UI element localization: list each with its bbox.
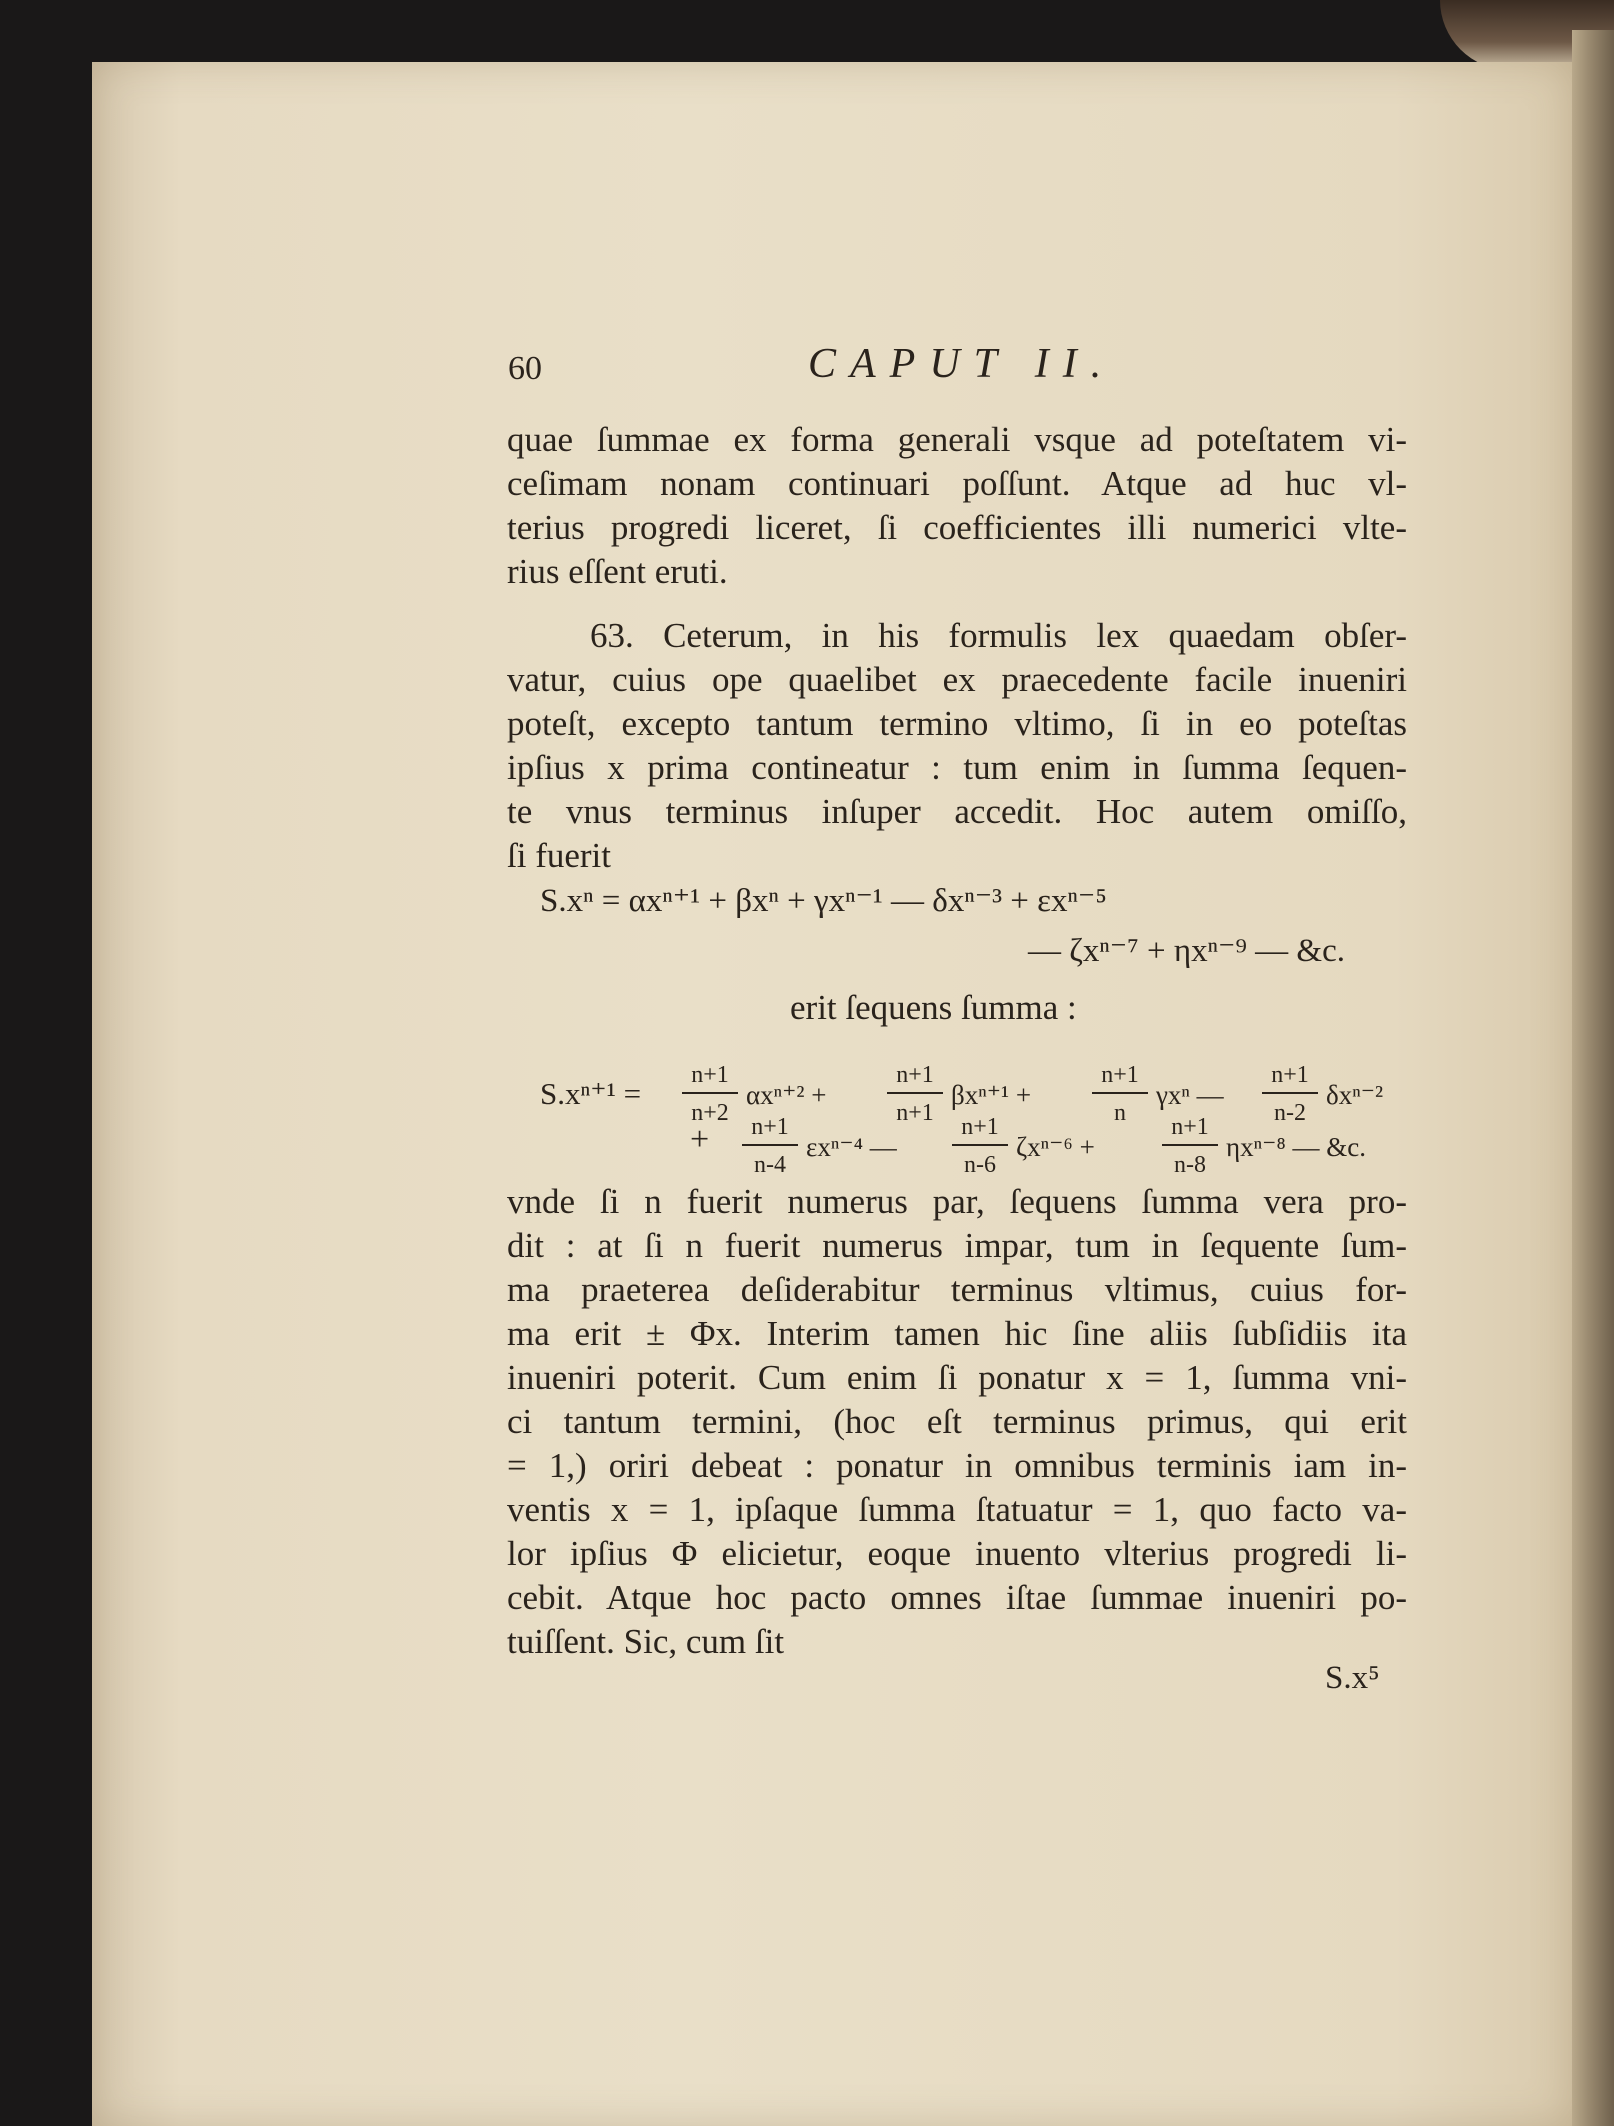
text-line: erit ſequens ſumma :	[790, 988, 1077, 1027]
chapter-title: CAPUT II.	[808, 341, 1116, 387]
text-line: rius eſſent eruti.	[507, 552, 728, 591]
text-line: tuiſſent. Sic, cum ſit	[507, 1622, 785, 1661]
text-line: vnde ſi n fuerit numerus par, ſequens ſumma vera pro-	[507, 1182, 1407, 1221]
term-tail: αxⁿ⁺² +	[746, 1080, 827, 1110]
text-line: ma praeterea deſiderabitur terminus vltimus, cuius for-	[507, 1270, 1407, 1309]
text-line: ipſius x prima contineatur : tum enim in ſumma ſequen-	[507, 748, 1407, 787]
fraction-denominator: n-2	[1274, 1100, 1306, 1126]
text-line: ci tantum termini, (hoc eſt terminus primus, qui erit	[507, 1402, 1407, 1441]
text-line: ma erit ± Φx. Interim tamen hic ſine aliis ſubſidiis ita	[507, 1314, 1407, 1353]
text-line: ſi fuerit	[507, 836, 611, 875]
fraction-denominator: n-4	[754, 1152, 786, 1178]
formula-line: S.xⁿ = αxⁿ⁺¹ + βxⁿ + γxⁿ⁻¹ — δxⁿ⁻³ + εxⁿ⁻⁵	[540, 883, 1107, 919]
fraction-numerator: n+1	[691, 1062, 729, 1088]
formula-lead: +	[690, 1121, 710, 1158]
fraction-denominator: n	[1114, 1100, 1126, 1126]
formula-lead: S.xⁿ⁺¹ =	[540, 1076, 642, 1111]
fraction-denominator: n-8	[1174, 1152, 1206, 1178]
fraction-numerator: n+1	[1271, 1062, 1309, 1088]
fraction-denominator: n-6	[964, 1152, 996, 1178]
term-tail: ηxⁿ⁻⁸ — &c.	[1226, 1132, 1367, 1162]
text-line: poteſt, excepto tantum termino vltimo, ſi in eo poteſtas	[507, 704, 1407, 743]
formula-line: — ζxⁿ⁻⁷ + ηxⁿ⁻⁹ — &c.	[1028, 933, 1345, 969]
text-line: lor ipſius Φ elicietur, eoque inuento vlterius progredi li-	[507, 1534, 1407, 1573]
fraction-term	[1162, 1114, 1366, 1178]
text-line: quae ſummae ex forma generali vsque ad poteſtatem vi-	[507, 420, 1407, 459]
fraction-numerator: n+1	[961, 1114, 999, 1140]
text-line: te vnus terminus inſuper accedit. Hoc autem omiſſo,	[507, 792, 1407, 831]
term-tail: δxⁿ⁻²	[1326, 1080, 1384, 1110]
text-line: ceſimam nonam continuari poſſunt. Atque ad huc vl-	[507, 464, 1407, 503]
fraction-term	[952, 1114, 1095, 1178]
fraction-numerator: n+1	[896, 1062, 934, 1088]
term-tail: ζxⁿ⁻⁶ +	[1016, 1132, 1095, 1162]
text-line: inueniri poterit. Cum enim ſi ponatur x = 1, ſumma vni-	[507, 1358, 1407, 1397]
text-line: vatur, cuius ope quaelibet ex praecedente facile inueniri	[507, 660, 1407, 699]
fraction-numerator: n+1	[1101, 1062, 1139, 1088]
text-line: = 1,) oriri debeat : ponatur in omnibus terminis iam in-	[507, 1446, 1407, 1485]
fraction-term	[742, 1114, 898, 1178]
term-tail: γxⁿ —	[1156, 1080, 1224, 1110]
fraction-denominator: n+1	[896, 1100, 934, 1126]
catchword: S.x⁵	[1325, 1660, 1380, 1696]
fraction-numerator: n+1	[1171, 1114, 1209, 1140]
page-number: 60	[508, 350, 542, 387]
fraction-numerator: n+1	[751, 1114, 789, 1140]
page-edge	[1572, 30, 1614, 2126]
term-tail: βxⁿ⁺¹ +	[951, 1080, 1032, 1110]
text-line: cebit. Atque hoc pacto omnes iſtae ſummae inueniri po-	[507, 1578, 1407, 1617]
text-line: dit : at ſi n fuerit numerus impar, tum in ſequente ſum-	[507, 1226, 1407, 1265]
text-line: ventis x = 1, ipſaque ſumma ſtatuatur = 1, quo facto va-	[507, 1490, 1407, 1529]
text-line: 63. Ceterum, in his formulis lex quaedam obſer-	[590, 616, 1407, 655]
text-line: terius progredi liceret, ſi coefficientes illi numerici vlte-	[507, 508, 1407, 547]
term-tail: εxⁿ⁻⁴ —	[806, 1132, 897, 1162]
fraction-denominator: n+2	[691, 1100, 729, 1126]
